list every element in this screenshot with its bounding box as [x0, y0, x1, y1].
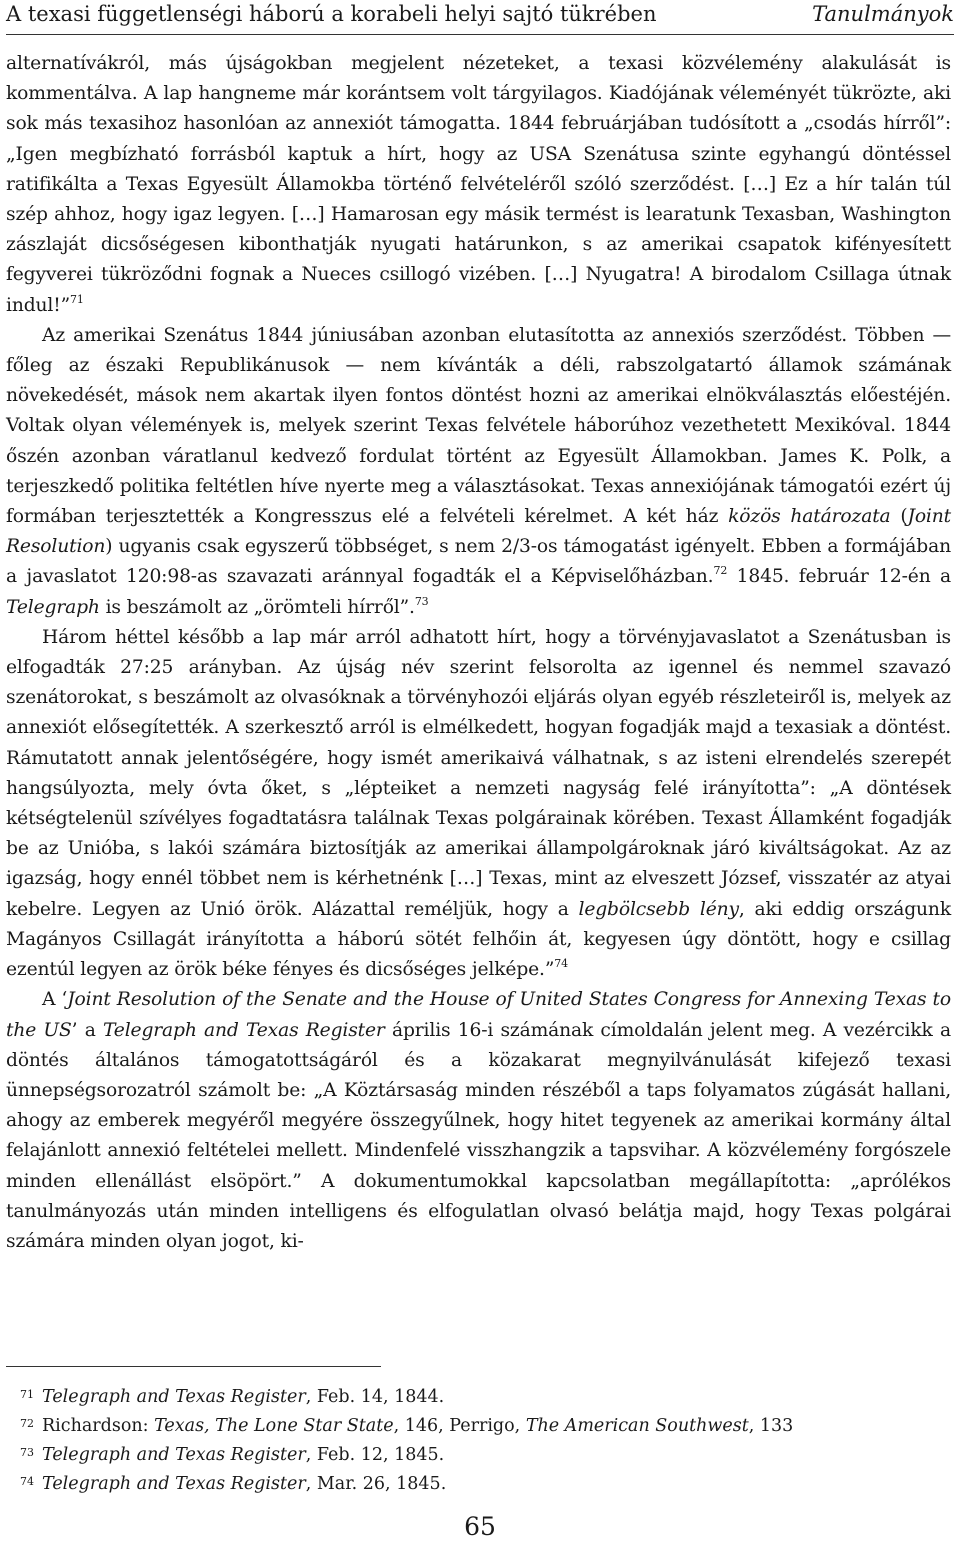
footnote [6, 1383, 946, 1412]
text-run: alternatívákról, más újságokban megjelent nézeteket, a texasi közvélemény alakulását is kommentálva. A lap hangneme már korántsem volt tárgyilagos. Kiadójának véleményét tükrözte, aki sok más texasihoz hasonlóan az annexiót támogatta. 1844 februárjában tudósított a „csodás hírről”: „Igen megbízható forrásból kaptuk a hírt, hogy az USA Szenátusa szinte egyhangú döntéssel ratifikálta a Texas Egyesült Államokba történő felvételéről szóló szerződést. […] Ez a hír talán túl szép ahhoz, hogy igaz legyen. […] Hamarosan egy másik termést is learatunk Texasban, Washington zászlaját dicsőségesen kibonthatják nyugati határunkon, s az amerikai csapatok kifényesített fegyverei tükröződni fognak a Nueces csillogó vizében. […] Nyugatra! A birodalom Csillaga útnak indul!” [6, 53, 951, 316]
footnote-ref: 71 [70, 292, 84, 306]
body-text [6, 49, 951, 1257]
italic-text: Telegraph and Texas Register [42, 1387, 306, 1407]
text-run: , Feb. 12, 1845. [305, 1445, 445, 1465]
text-run: is beszámolt az „örömteli hírről”. [99, 596, 415, 618]
page-number: 65 [464, 1512, 496, 1541]
text-run: ( [890, 506, 908, 528]
text-run: Az amerikai Szenátus 1844 júniusában azonban elutasította az annexiós szerződést. Többen — főleg az északi Republikánusok — nem kívánták a déli, rabszolgatartó államok számának növekedését, mások nem akartak ilyen fontos döntést hozni az amerikai elnökválasztás előestéjén. Voltak olyan vélemények is, melyek szerint Texas felvétele háborúhoz vezethetett Mexikóval. 1844 őszén azonban váratlanul kedvező fordulat történt az Egyesült Államokban. James K. Polk, a terjeszkedő politika feltétlen híve nyerte meg a választásokat. Texas annexiójának támogatói ezért új formában terjesztették a Kongresszus elé a felvételi kérelmet. A két ház [6, 324, 951, 528]
italic-text: közös határozata [728, 506, 891, 528]
running-title: A texasi függetlenségi háború a korabeli helyi sajtó tükrében [6, 2, 657, 26]
italic-text: Telegraph and Texas Register [42, 1474, 306, 1494]
text-run: Három héttel később a lap már arról adhatott hírt, hogy a törvényjavaslatot a Szenátusban is elfogadták 27:25 arányban. Az újság név szerint felsorolta az igennel és nemmel szavazó szenátorokat, s beszámolt az olvasóknak a törvényhozói eljárás olyan egyéb részleteiről is, melyek az annexiót elősegítették. A szerkesztő arról is elmélkedett, hogyan fogadják majd a texasiak a döntést. Rámutatott annak jelentőségére, hogy ismét amerikaivá válhatnak, s az isteni elrendelés szerepét hangsúlyozta, mely óvta őket, s „lépteiket a nemzeti nagyság felé irányította”: „A döntések kétségtelenül szívélyes fogadtatásra találnak Texas polgárainak körében. Texast Államként fogadják be az Unióba, s lakói számára biztosítják az amerikai állampolgároknak járó kiváltságokat. Az az igazság, hogy ennél többet nem is kérhetnénk […] Texas, mint az elveszett József, visszatér az atyai kebelre. Legyen az Unió örök. Alázattal reméljük, hogy a [6, 626, 951, 920]
paragraph [6, 985, 951, 1257]
footnote-number: 73 [20, 1446, 34, 1459]
italic-text: Joint Resolution of the Senate and the House of United States Congress for Annexing Texas to the US [6, 989, 951, 1041]
text-run: 1845. február 12-én a [727, 566, 951, 588]
footnote-number: 71 [20, 1388, 34, 1401]
text-run: A ‘ [42, 989, 68, 1011]
paragraph [6, 321, 951, 623]
footnote-separator [6, 1366, 381, 1367]
text-run: , Mar. 26, 1845. [305, 1474, 447, 1494]
italic-text: Telegraph and Texas Register [102, 1019, 385, 1041]
footnote [6, 1412, 946, 1441]
running-header [6, 0, 954, 35]
footnote-ref: 73 [414, 594, 429, 608]
footnote-ref: 72 [713, 564, 728, 578]
footnote-ref: 74 [554, 957, 568, 971]
text-run: , Feb. 14, 1844. [305, 1387, 445, 1407]
text-run: , aki eddig országunk Magányos Csillagát irányította a háború sötét felhőin át, kegyesen úgy döntött, hogy e csillag ezentúl legyen az örök béke fényes és dicsőséges jelképe.” [6, 898, 951, 981]
italic-text: The American Southwest [525, 1416, 749, 1436]
paragraph [6, 623, 951, 985]
italic-text: Telegraph [6, 596, 100, 618]
footnote [6, 1441, 946, 1470]
footnote-number: 72 [20, 1417, 34, 1430]
footnote-number: 74 [20, 1475, 34, 1488]
text-run: Richardson: [42, 1416, 155, 1436]
footnotes [6, 1383, 946, 1499]
footnote [6, 1470, 946, 1499]
text-run: , 146, Perrigo, [393, 1416, 526, 1436]
italic-text: legbölcsebb lény [578, 898, 739, 920]
text-run: , 133 [748, 1416, 794, 1436]
section-label: Tanulmányok [812, 2, 954, 26]
text-run: ’ a [71, 1019, 103, 1041]
italic-text: Telegraph and Texas Register [42, 1445, 306, 1465]
italic-text: Texas, The Lone Star State [154, 1416, 394, 1436]
text-run: április 16-i számának címoldalán jelent meg. A vezércikk a döntés általános támogatottságáról és a közakarat megnyilvánulását kifejező texasi ünnepségsorozatról számolt be: „A Köztársaság minden részéből a taps folyamatos zúgását hallani, ahogy az emberek megyéről megyére összegyűlnek, hogy hitet tegyenek az amerikai kormány által felajánlott annexió feltételei mellett. Mindenfelé visszhangzik a tapsvihar. A közvélemény forgószele minden ellenállást elsöpört.” A dokumentumokkal kapcsolatban megállapította: „aprólékos tanulmányozás után minden intelligens és elfogulatlan olvasó belátja majd, hogy Texas polgárai számára minden olyan jogot, ki- [6, 1019, 951, 1252]
text-run: ) ugyanis csak egyszerű többséget, s nem 2/3-os támogatást igényelt. Ebben a formájában a javaslatot 120:98-as szavazati aránnyal fogadták el a Képviselőházban. [6, 536, 951, 588]
italic-text: Joint Resolution [6, 506, 951, 558]
paragraph [6, 49, 951, 321]
